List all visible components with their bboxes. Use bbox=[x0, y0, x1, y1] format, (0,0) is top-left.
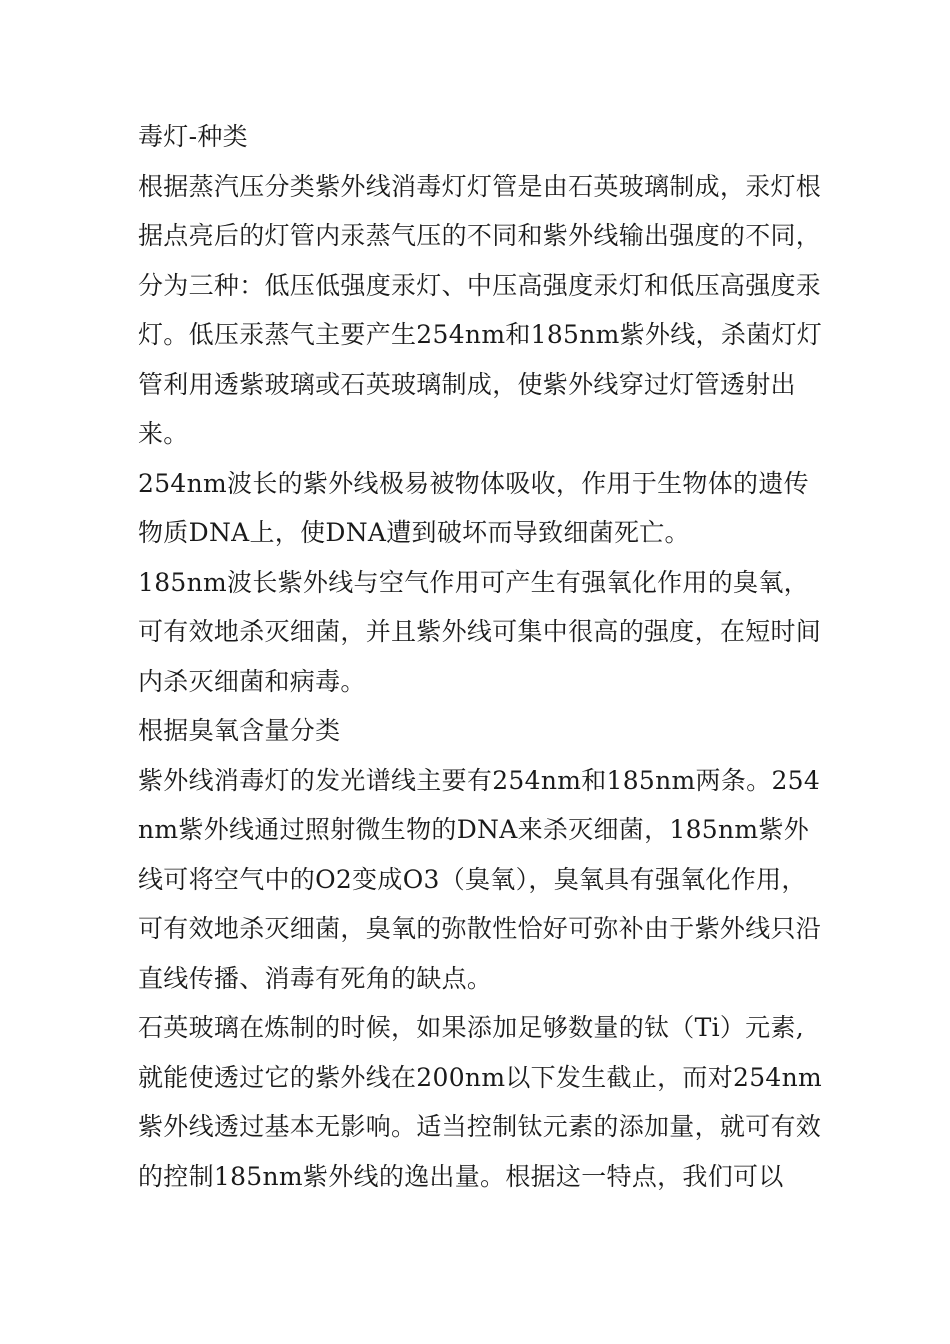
paragraph-254nm: 254nm波长的紫外线极易被物体吸收，作用于生物体的遗传物质DNA上，使DNA遭到破坏而导致细菌死亡。 bbox=[138, 468, 809, 547]
section-heading-ozone: 根据臭氧含量分类 bbox=[138, 716, 341, 745]
paragraph-spectral-lines: 紫外线消毒灯的发光谱线主要有254nm和185nm两条。254nm紫外线通过照射微生物的DNA来杀灭细菌，185nm紫外线可将空气中的O2变成O3（臭氧），臭氧具有强氧化作用，可有效地杀灭细菌，臭氧的弥散性恰好可弥补由于紫外线只沿直线传播、消毒有死角的缺点。 bbox=[138, 765, 822, 993]
paragraph-quartz-titanium: 石英玻璃在炼制的时候，如果添加足够数量的钛（Ti）元素,就能使透过它的紫外线在200nm以下发生截止，而对254nm紫外线透过基本无影响。适当控制钛元素的添加量，就可有效的控制185nm紫外线的逸出量。根据这一特点，我们可以 bbox=[138, 1013, 823, 1191]
document-body bbox=[138, 112, 828, 1201]
paragraph-185nm: 185nm波长紫外线与空气作用可产生有强氧化作用的臭氧，可有效地杀灭细菌，并且紫外线可集中很高的强度，在短时间内杀灭细菌和病毒。 bbox=[138, 567, 822, 696]
paragraph-vapor-pressure: 根据蒸汽压分类紫外线消毒灯灯管是由石英玻璃制成，汞灯根据点亮后的灯管内汞蒸气压的不同和紫外线输出强度的不同，分为三种：低压低强度汞灯、中压高强度汞灯和低压高强度汞灯。低压汞蒸气主要产生254nm和185nm紫外线，杀菌灯灯管利用透紫玻璃或石英玻璃制成，使紫外线穿过灯管透射出来。 bbox=[138, 171, 823, 448]
section-heading-types: 毒灯-种类 bbox=[138, 122, 248, 151]
